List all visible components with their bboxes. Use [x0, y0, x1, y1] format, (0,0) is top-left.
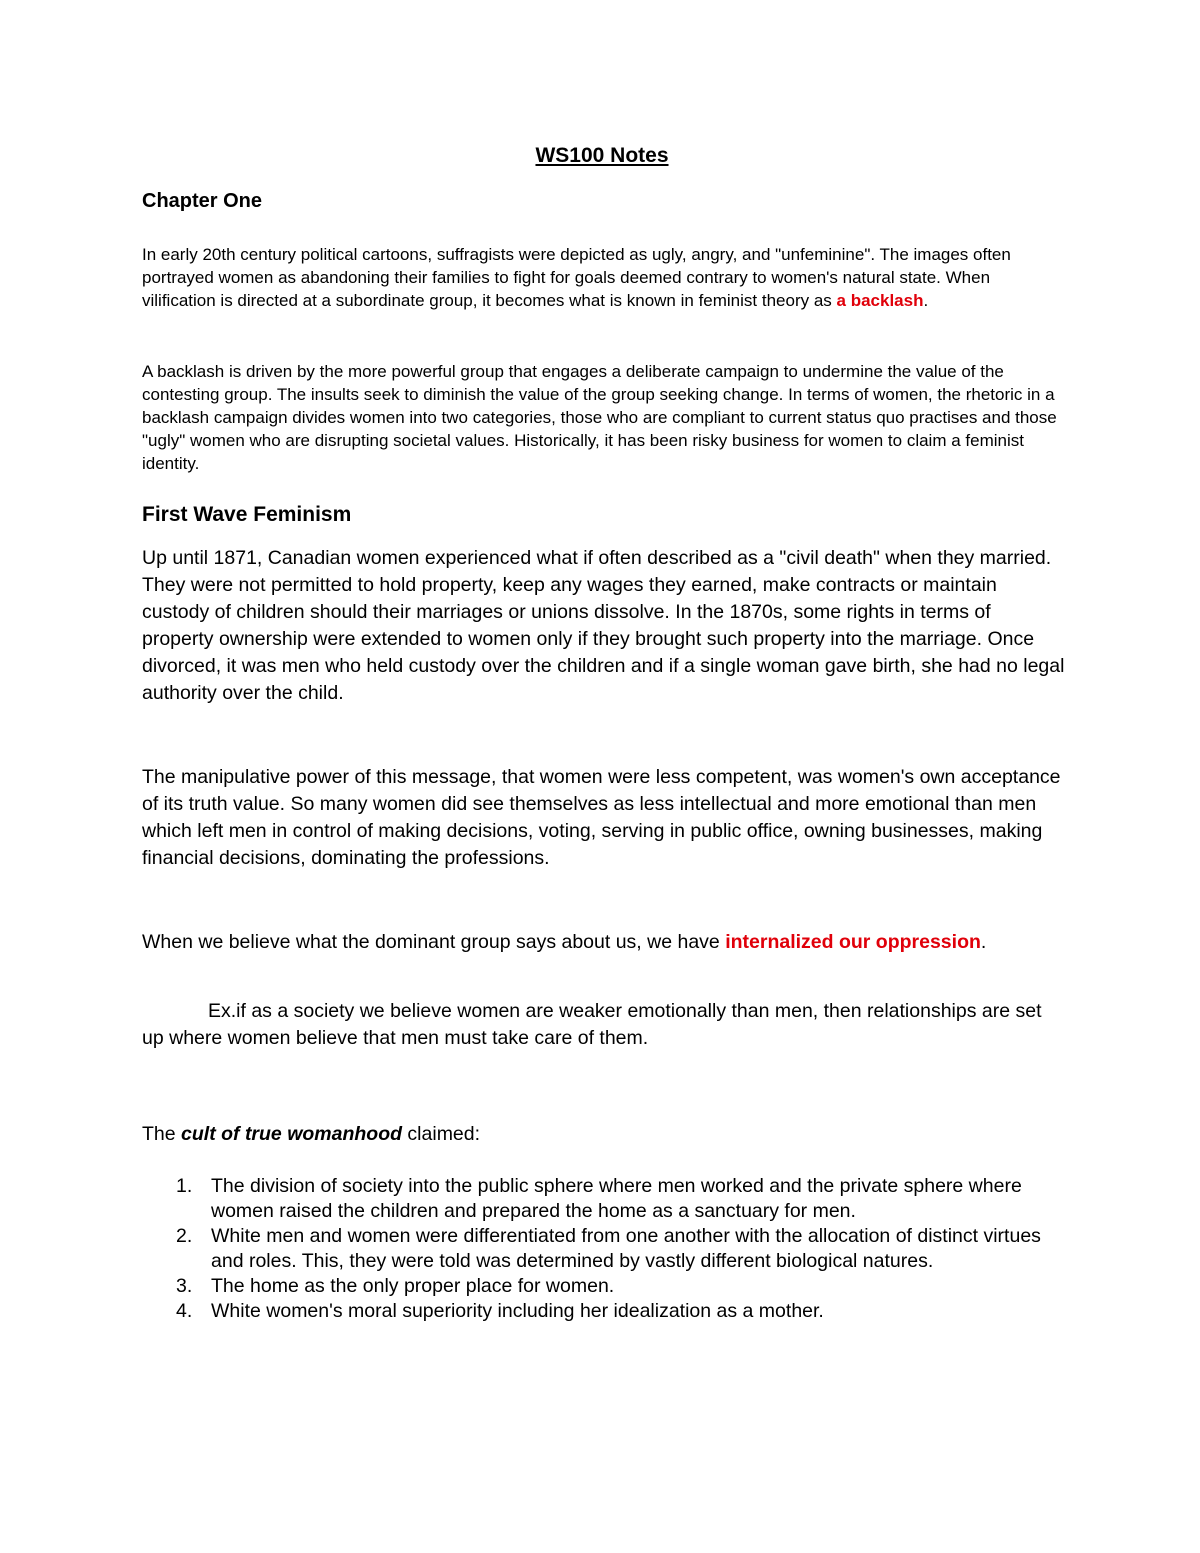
example-paragraph [142, 998, 1067, 1052]
civil-death-paragraph: Up until 1871, Canadian women experienced what if often described as a "civil death" when they married. They were not permitted to hold property, keep any wages they earned, make contracts or maintain custody of children should their marriages or unions dissolve. In the 1870s, some rights in terms of property ownership were extended to women only if they brought such property into the marriage. Once divorced, it was men who held custody over the children and if a single woman gave birth, she had no legal authority over the child. [142, 547, 1065, 704]
list-item [142, 1224, 1067, 1274]
internalized-end: . [980, 931, 987, 953]
internalized-text: When we believe what the dominant group says about us, we have [142, 931, 726, 953]
list-text: White men and women were differentiated from one another with the allocation of distinct virtues and roles. This, they were told was determined by vastly different biological natures. [211, 1225, 1041, 1272]
cult-list [142, 1174, 1067, 1324]
list-number: 4. [176, 1300, 193, 1322]
internalized-term: internalized our oppression [725, 931, 981, 953]
list-number: 2. [176, 1225, 193, 1247]
list-text: The home as the only proper place for women. [211, 1275, 615, 1297]
intro-text: In early 20th century political cartoons, suffragists were depicted as ugly, angry, and "unfeminine". The images often portrayed women as abandoning their families to fight for goals deemed contrary to women's natural state. When vilification is directed at a subordinate group, it becomes what is known in feminist theory as [142, 245, 1011, 310]
document-title: WS100 Notes [535, 144, 669, 167]
list-number: 1. [176, 1175, 193, 1197]
cult-end: claimed: [402, 1123, 481, 1145]
cult-term: cult of true womanhood [181, 1123, 403, 1145]
backlash-term: a backlash [836, 291, 924, 310]
intro-end: . [923, 291, 929, 310]
intro-paragraph [142, 243, 1067, 312]
chapter-heading: Chapter One [142, 190, 263, 212]
section-heading: First Wave Feminism [142, 503, 352, 526]
manipulative-power-paragraph: The manipulative power of this message, that women were less competent, was women's own acceptance of its truth value. So many women did see themselves as less intellectual and more emotional than men which left men in control of making decisions, voting, serving in public office, owning businesses, making financial decisions, dominating the professions. [142, 766, 1061, 869]
example-text: Ex.if as a society we believe women are weaker emotionally than men, then relationships are set up where women believe that men must take care of them. [142, 1000, 1042, 1049]
backlash-paragraph: A backlash is driven by the more powerful group that engages a deliberate campaign to undermine the value of the contesting group. The insults seek to diminish the value of the group seeking change. In terms of women, the rhetoric in a backlash campaign divides women into two categories, those who are compliant to current status quo practises and those "ugly" women who are disrupting societal values. Historically, it has been risky business for women to claim a feminist identity. [142, 362, 1057, 473]
internalized-paragraph [142, 929, 1067, 956]
list-item [142, 1299, 1067, 1324]
list-item [142, 1174, 1067, 1224]
list-text: The division of society into the public sphere where men worked and the private sphere where women raised the children and prepared the home as a sanctuary for men. [211, 1175, 1022, 1222]
cult-intro: The [142, 1123, 182, 1145]
list-text: White women's moral superiority including her idealization as a mother. [211, 1300, 824, 1322]
cult-paragraph [142, 1121, 1067, 1148]
list-number: 3. [176, 1275, 193, 1297]
list-item [142, 1274, 1067, 1299]
